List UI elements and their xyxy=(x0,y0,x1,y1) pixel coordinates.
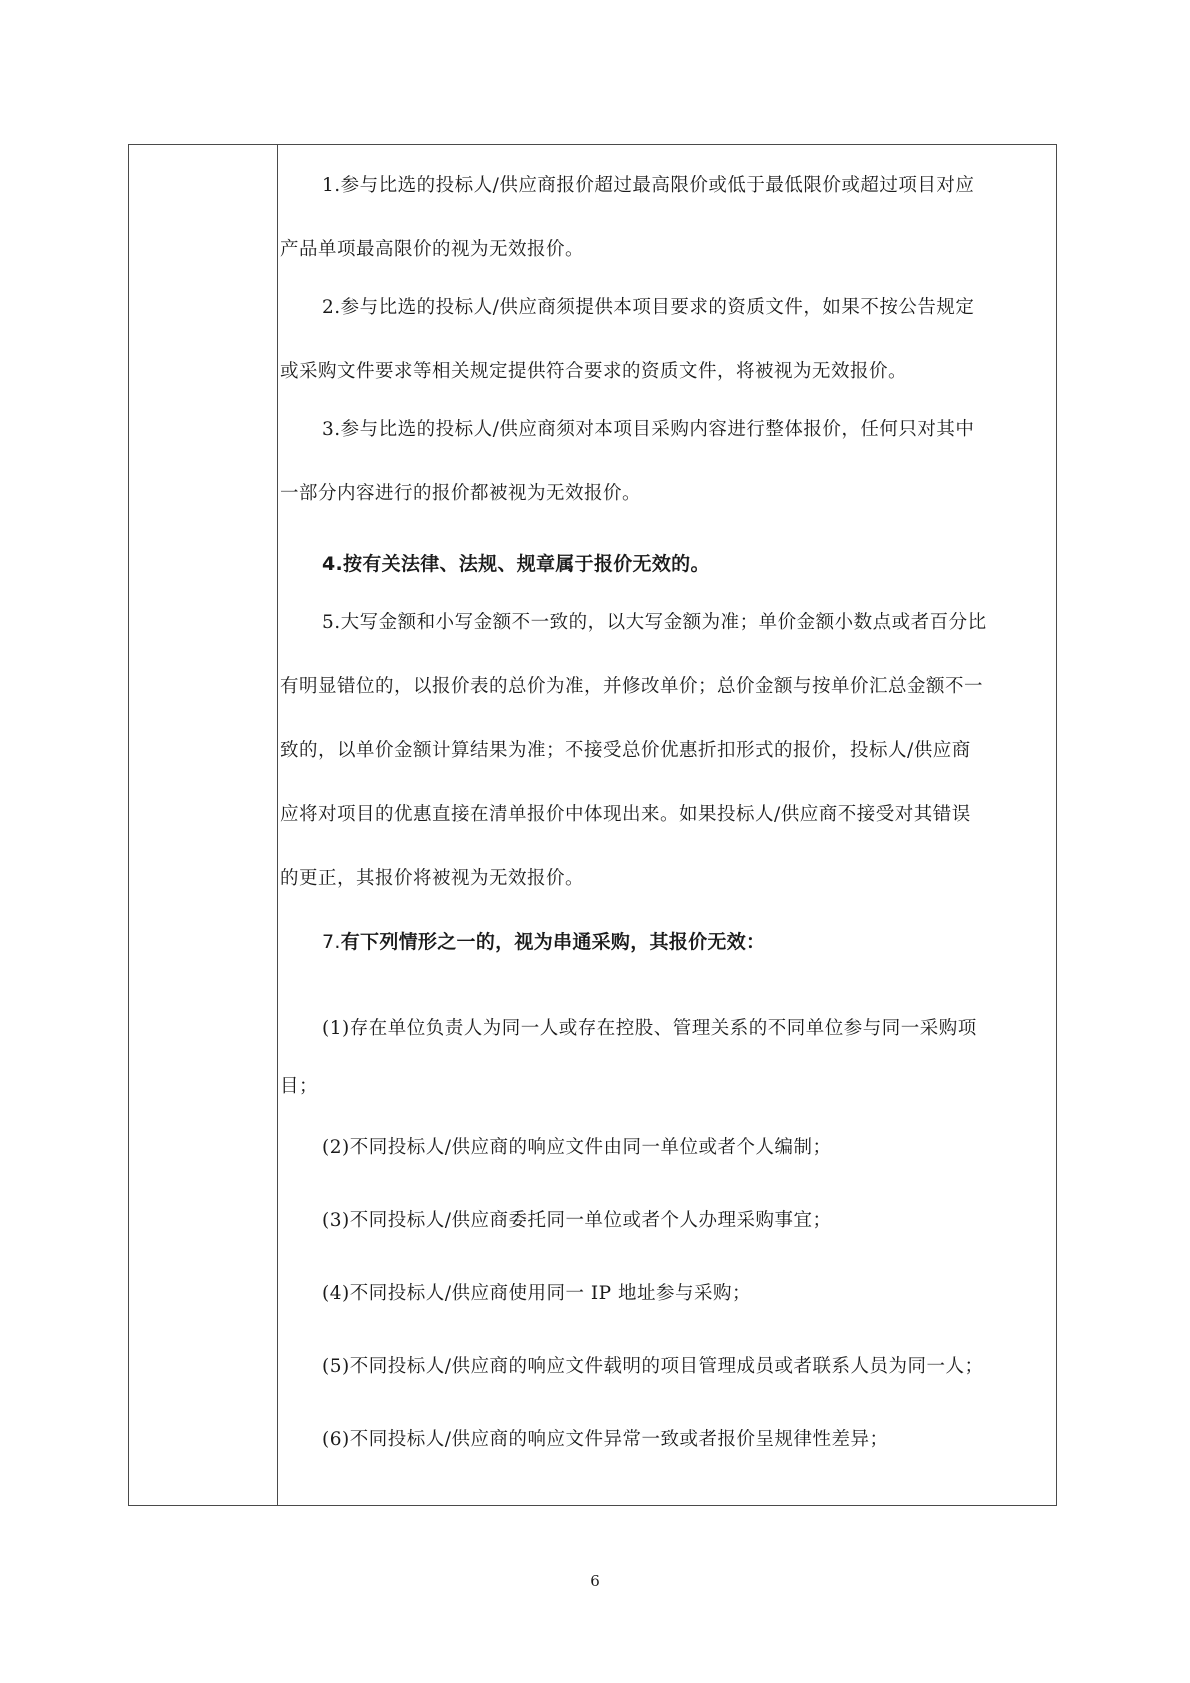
paragraph-1 xyxy=(280,154,1052,282)
paragraph-1-line-2: 产品单项最高限价的视为无效报价。 xyxy=(280,239,585,260)
list-item-5: (5)不同投标人/供应商的响应文件载明的项目管理成员或者联系人员为同一人； xyxy=(322,1356,984,1377)
paragraph-3 xyxy=(280,398,1052,526)
list-item-1 xyxy=(280,1000,1052,1116)
paragraph-5-line-2: 有明显错位的，以报价表的总价为准，并修改单价；总价金额与按单价汇总金额不一 xyxy=(280,676,984,697)
paragraph-5-line-1: 5.大写金额和小写金额不一致的，以大写金额为准；单价金额小数点或者百分比 xyxy=(322,612,987,633)
paragraph-5 xyxy=(280,591,1052,911)
heading-7-number: 7. xyxy=(322,931,341,953)
paragraph-5-line-3: 致的，以单价金额计算结果为准；不接受总价优惠折扣形式的报价，投标人/供应商 xyxy=(280,740,971,761)
paragraph-1-line-1: 1.参与比选的投标人/供应商报价超过最高限价或低于最低限价或超过项目对应 xyxy=(322,175,975,196)
paragraph-3-line-1: 3.参与比选的投标人/供应商须对本项目采购内容进行整体报价，任何只对其中 xyxy=(322,419,975,440)
list-item-3: (3)不同投标人/供应商委托同一单位或者个人办理采购事宜； xyxy=(322,1210,832,1231)
paragraph-3-line-2: 一部分内容进行的报价都被视为无效报价。 xyxy=(280,483,642,504)
paragraph-2-line-1: 2.参与比选的投标人/供应商须提供本项目要求的资质文件，如果不按公告规定 xyxy=(322,297,975,318)
list-item-1-line-2: 目； xyxy=(280,1076,319,1097)
list-item-4: (4)不同投标人/供应商使用同一 IP 地址参与采购； xyxy=(322,1283,751,1304)
heading-4: 4.按有关法律、法规、规章属于报价无效的。 xyxy=(322,553,710,575)
heading-7 xyxy=(322,927,765,954)
list-item-6: (6)不同投标人/供应商的响应文件异常一致或者报价呈规律性差异； xyxy=(322,1429,889,1450)
paragraph-5-line-5: 的更正，其报价将被视为无效报价。 xyxy=(280,868,585,889)
paragraph-5-line-4: 应将对项目的优惠直接在清单报价中体现出来。如果投标人/供应商不接受对其错误 xyxy=(280,804,971,825)
list-item-1-line-1: (1)存在单位负责人为同一人或存在控股、管理关系的不同单位参与同一采购项 xyxy=(322,1018,977,1039)
paragraph-2 xyxy=(280,276,1052,404)
paragraph-2-line-2: 或采购文件要求等相关规定提供符合要求的资质文件，将被视为无效报价。 xyxy=(280,361,908,382)
heading-7-text: 有下列情形之一的，视为串通采购，其报价无效： xyxy=(340,931,766,953)
table-column-divider xyxy=(277,145,278,1505)
page-number: 6 xyxy=(590,1572,600,1590)
list-item-2: (2)不同投标人/供应商的响应文件由同一单位或者个人编制； xyxy=(322,1137,832,1158)
